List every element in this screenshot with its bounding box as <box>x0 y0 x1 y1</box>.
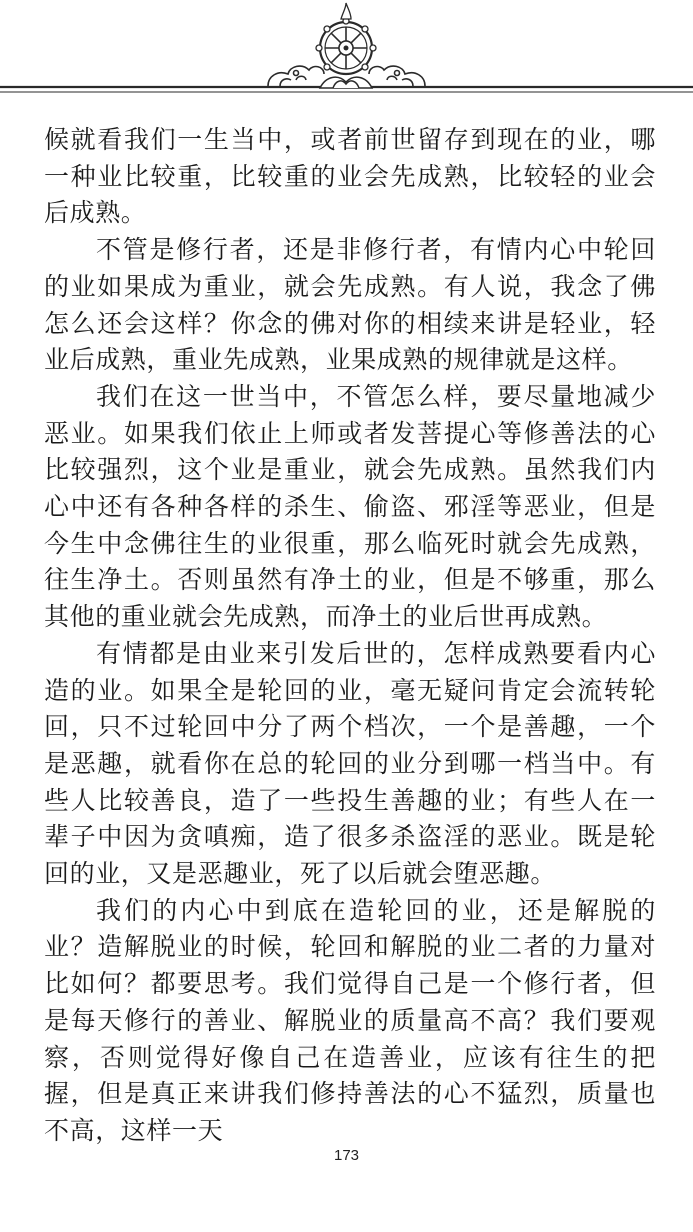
paragraph-continued: 候就看我们一生当中，或者前世留存到现在的业，哪一种业比较重，比较重的业会先成熟，比较轻的业会后成熟。 <box>44 125 656 228</box>
dharma-wheel-icon <box>316 3 376 74</box>
paragraph: 我们的内心中到底在造轮回的业，还是解脱的业？造解脱业的时候，轮回和解脱的业二者的力量对比如何？都要思考。我们觉得自己是一个修行者，但是每天修行的善业、解脱业的质量高不高？我们要观察，否则觉得好像自己在造善业，应该有往生的把握，但是真正来讲我们修持善法的心不猛烈，质量也不高，这样一天 <box>44 895 656 1145</box>
page-body <box>44 122 656 1150</box>
paragraph: 不管是修行者，还是非修行者，有情内心中轮回的业如果成为重业，就会先成熟。有人说，我念了佛怎么还会这样？你念的佛对你的相续来讲是轻业，轻业后成熟，重业先成熟，业果成熟的规律就是这样。 <box>44 235 656 375</box>
left-cloud-icon <box>268 66 324 86</box>
header-border <box>0 0 693 110</box>
page-header-ornament <box>0 0 693 110</box>
lotus-base-icon <box>320 77 372 88</box>
page-number: 173 <box>333 1147 360 1164</box>
paragraph: 有情都是由业来引发后世的，怎样成熟要看内心造的业。如果全是轮回的业，毫无疑问肯定会流转轮回，只不过轮回中分了两个档次，一个是善趣，一个是恶趣，就看你在总的轮回的业分到哪一档当中。有些人比较善良，造了一些投生善趣的业；有些人在一辈子中因为贪嗔痴，造了很多杀盗淫的恶业。既是轮回的业，又是恶趣业，死了以后就会堕恶趣。 <box>44 638 656 889</box>
right-cloud-icon <box>369 66 425 86</box>
paragraph: 我们在这一世当中，不管怎么样，要尽量地减少恶业。如果我们依止上师或者发菩提心等修善法的心比较强烈，这个业是重业，就会先成熟。虽然我们内心中还有各种各样的杀生、偷盗、邪淫等恶业，但是今生中念佛往生的业很重，那么临死时就会先成熟，往生净土。否则虽然有净土的业，但是不够重，那么其他的重业就会先成熟，而净土的业后世再成熟。 <box>44 381 656 632</box>
